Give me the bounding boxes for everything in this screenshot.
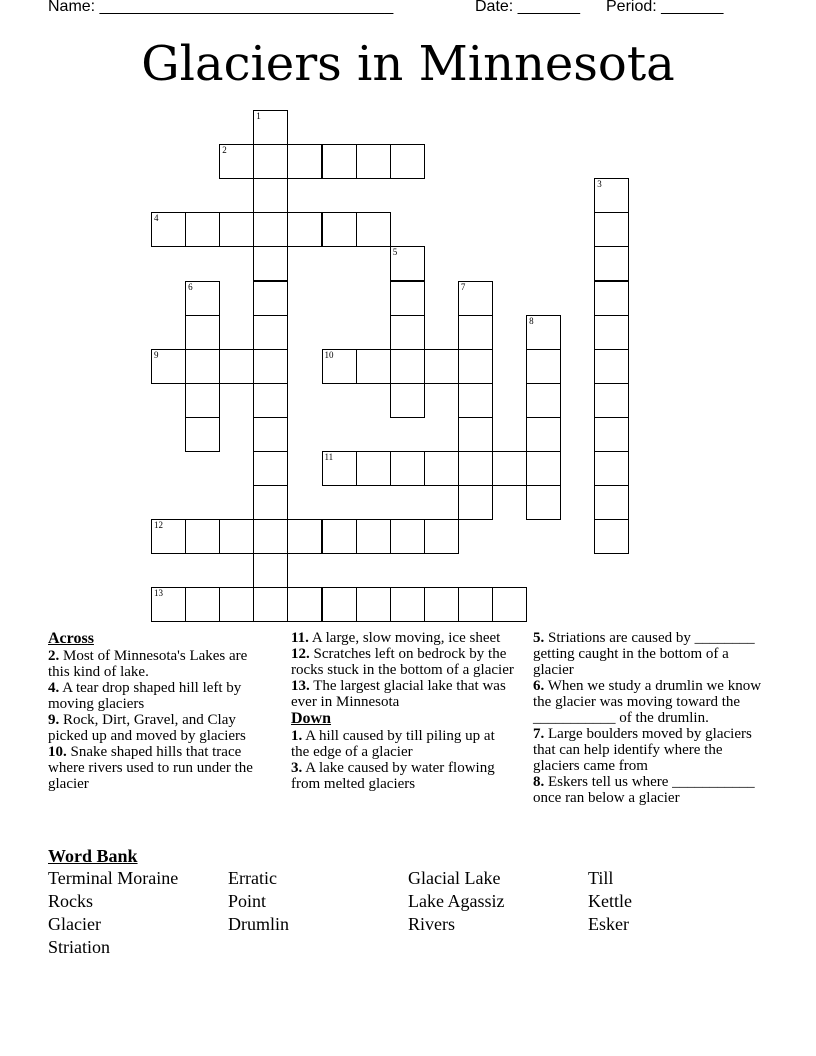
clue-across-10: 10. Snake shaped hills that trace where rivers used to run under the glacier [48, 744, 253, 792]
clue-number: 6 [188, 281, 193, 292]
crossword-cell[interactable] [322, 451, 357, 486]
crossword-cell[interactable] [526, 349, 561, 384]
crossword-cell[interactable] [458, 417, 493, 452]
crossword-cell[interactable] [287, 587, 322, 622]
crossword-cell[interactable] [356, 212, 391, 247]
crossword-cell[interactable] [253, 315, 288, 350]
crossword-cell[interactable] [185, 519, 220, 554]
crossword-cell[interactable] [594, 383, 629, 418]
down-heading: Down [291, 710, 332, 727]
clue-number: 10 [324, 349, 334, 360]
crossword-cell[interactable] [185, 315, 220, 350]
crossword-cell[interactable] [390, 451, 425, 486]
crossword-cell[interactable] [390, 144, 425, 179]
crossword-cell[interactable] [424, 349, 459, 384]
clue-down-7: 7. Large boulders moved by glaciers that can help identify where the glaciers came from [533, 726, 752, 774]
crossword-cell[interactable] [185, 417, 220, 452]
clue-number: 7 [460, 281, 466, 292]
clue-number: 9 [154, 349, 159, 360]
word-bank-item: Drumlin [228, 914, 289, 934]
crossword-cell[interactable] [594, 485, 629, 520]
crossword-cell[interactable] [253, 553, 288, 588]
crossword-cell[interactable] [253, 110, 288, 145]
crossword-cell[interactable] [185, 349, 220, 384]
word-bank-item: Lake Agassiz [408, 891, 505, 911]
crossword-cell[interactable] [253, 451, 288, 486]
crossword-cell[interactable] [458, 485, 493, 520]
word-bank-item: Rivers [408, 914, 455, 934]
clue-across-12: 12. Scratches left on bedrock by the rocks stuck in the bottom of a glacier [291, 646, 514, 678]
crossword-cell[interactable] [322, 587, 357, 622]
crossword-cell[interactable] [219, 212, 254, 247]
clue-down-8: 8. Eskers tell us where ___________ once ran below a glacier [533, 774, 755, 806]
word-bank-item: Kettle [588, 891, 632, 911]
crossword-cell[interactable] [219, 349, 254, 384]
crossword-cell[interactable] [424, 587, 459, 622]
crossword-cell[interactable] [253, 485, 288, 520]
word-bank-column-4 [588, 867, 632, 936]
word-bank-heading: Word Bank [48, 846, 138, 866]
crossword-cell[interactable] [253, 349, 288, 384]
crossword-cell[interactable] [151, 587, 186, 622]
crossword-cell[interactable] [322, 349, 357, 384]
crossword-cell[interactable] [253, 212, 288, 247]
crossword-cell[interactable] [594, 212, 629, 247]
crossword-cell[interactable] [253, 246, 288, 281]
crossword-cell[interactable] [219, 587, 254, 622]
word-bank-item: Striation [48, 937, 110, 957]
clue-across-13: 13. The largest glacial lake that was ever in Minnesota [291, 678, 506, 710]
crossword-cell[interactable] [390, 246, 425, 281]
crossword-cell[interactable] [356, 451, 391, 486]
clue-across-11: 11. A large, slow moving, ice sheet [291, 630, 501, 646]
crossword-cell[interactable] [185, 281, 220, 316]
clue-down-6: 6. When we study a drumlin we know the glacier was moving toward the ___________ of the drumlin. [533, 678, 762, 726]
crossword-cell[interactable] [594, 451, 629, 486]
crossword-cell[interactable] [322, 144, 357, 179]
clue-number: 11 [324, 452, 334, 462]
clue-number: 3 [597, 179, 602, 190]
word-bank-item: Glacier [48, 914, 101, 934]
crossword-cell[interactable] [185, 383, 220, 418]
crossword-cell[interactable] [424, 519, 459, 554]
clue-number: 2 [222, 145, 227, 156]
crossword-cell[interactable] [151, 519, 186, 554]
clue-number: 8 [529, 315, 534, 326]
clue-number: 4 [154, 213, 159, 224]
crossword-cell[interactable] [253, 383, 288, 418]
clues-column-2 [291, 630, 516, 792]
clue-across-4: 4. A tear drop shaped hill left by moving glaciers [48, 680, 242, 712]
crossword-cell[interactable] [253, 587, 288, 622]
clues-column-3 [533, 630, 763, 806]
clues-column-1 [48, 630, 263, 792]
crossword-cell[interactable] [253, 281, 288, 316]
word-bank-item: Rocks [48, 891, 93, 911]
clue-down-5: 5. Striations are caused by ________ getting caught in the bottom of a glacier [533, 630, 755, 678]
date-field[interactable]: Date: _______ [475, 0, 580, 15]
crossword-cell[interactable] [594, 281, 629, 316]
crossword-cell[interactable] [287, 144, 322, 179]
crossword-cell[interactable] [185, 587, 220, 622]
crossword-cell[interactable] [492, 587, 527, 622]
crossword-cell[interactable] [356, 519, 391, 554]
student-info-header [48, 0, 768, 20]
clue-across-2: 2. Most of Minnesota's Lakes are this kind of lake. [48, 648, 248, 680]
crossword-cell[interactable] [594, 349, 629, 384]
crossword-cell[interactable] [322, 212, 357, 247]
crossword-cell[interactable] [219, 144, 254, 179]
crossword-cell[interactable] [356, 349, 391, 384]
crossword-cell[interactable] [253, 144, 288, 179]
word-bank-item: Till [588, 868, 614, 888]
crossword-cell[interactable] [458, 349, 493, 384]
crossword-cell[interactable] [390, 587, 425, 622]
clue-across-9: 9. Rock, Dirt, Gravel, and Clay picked up and moved by glaciers [48, 712, 246, 744]
puzzle-title: Glaciers in Minnesota [141, 36, 675, 92]
crossword-cell[interactable] [390, 315, 425, 350]
crossword-cell[interactable] [390, 519, 425, 554]
word-bank-item: Point [228, 891, 267, 911]
crossword-cell[interactable] [253, 178, 288, 213]
crossword-cell[interactable] [492, 451, 527, 486]
clue-down-3: 3. A lake caused by water flowing from melted glaciers [291, 760, 495, 792]
crossword-cell[interactable] [390, 383, 425, 418]
crossword-cell[interactable] [185, 212, 220, 247]
word-bank-column-2 [228, 867, 289, 936]
crossword-cell[interactable] [151, 212, 186, 247]
crossword-cell[interactable] [594, 417, 629, 452]
word-bank-item: Esker [588, 914, 629, 934]
crossword-cell[interactable] [526, 383, 561, 418]
crossword-cell[interactable] [526, 315, 561, 350]
crossword-cell[interactable] [287, 519, 322, 554]
crossword-cell[interactable] [322, 519, 357, 554]
across-heading: Across [48, 630, 94, 647]
crossword-cell[interactable] [151, 349, 186, 384]
word-bank-item: Erratic [228, 868, 277, 888]
word-bank-column-1 [48, 867, 178, 959]
clue-number: 5 [392, 247, 398, 258]
crossword-cell[interactable] [356, 144, 391, 179]
crossword-cell[interactable] [458, 281, 493, 316]
word-bank-column-3 [408, 867, 504, 936]
crossword-cell[interactable] [424, 451, 459, 486]
word-bank-item: Glacial Lake [408, 868, 501, 888]
clue-number: 13 [154, 588, 163, 599]
crossword-cell[interactable] [526, 485, 561, 520]
clue-down-1: 1. A hill caused by till piling up at the edge of a glacier [291, 728, 495, 760]
crossword-cell[interactable] [253, 519, 288, 554]
crossword-cell[interactable] [390, 349, 425, 384]
crossword-cell[interactable] [458, 451, 493, 486]
crossword-cell[interactable] [458, 383, 493, 418]
crossword-cell[interactable] [594, 178, 629, 213]
crossword-cell[interactable] [458, 315, 493, 350]
crossword-cell[interactable] [594, 315, 629, 350]
crossword-cell[interactable] [594, 519, 629, 554]
period-field[interactable]: Period: _______ [606, 0, 724, 15]
crossword-cell[interactable] [356, 587, 391, 622]
clue-number: 12 [154, 520, 163, 531]
crossword-cell[interactable] [287, 212, 322, 247]
crossword-cell[interactable] [253, 417, 288, 452]
crossword-cell[interactable] [458, 587, 493, 622]
crossword-cell[interactable] [594, 246, 629, 281]
crossword-cell[interactable] [526, 417, 561, 452]
crossword-cell[interactable] [526, 451, 561, 486]
crossword-cell[interactable] [390, 281, 425, 316]
clue-number: 1 [256, 111, 261, 121]
word-bank-item: Terminal Moraine [48, 868, 179, 888]
name-field[interactable]: Name: _________________________________ [48, 0, 394, 15]
crossword-cell[interactable] [219, 519, 254, 554]
